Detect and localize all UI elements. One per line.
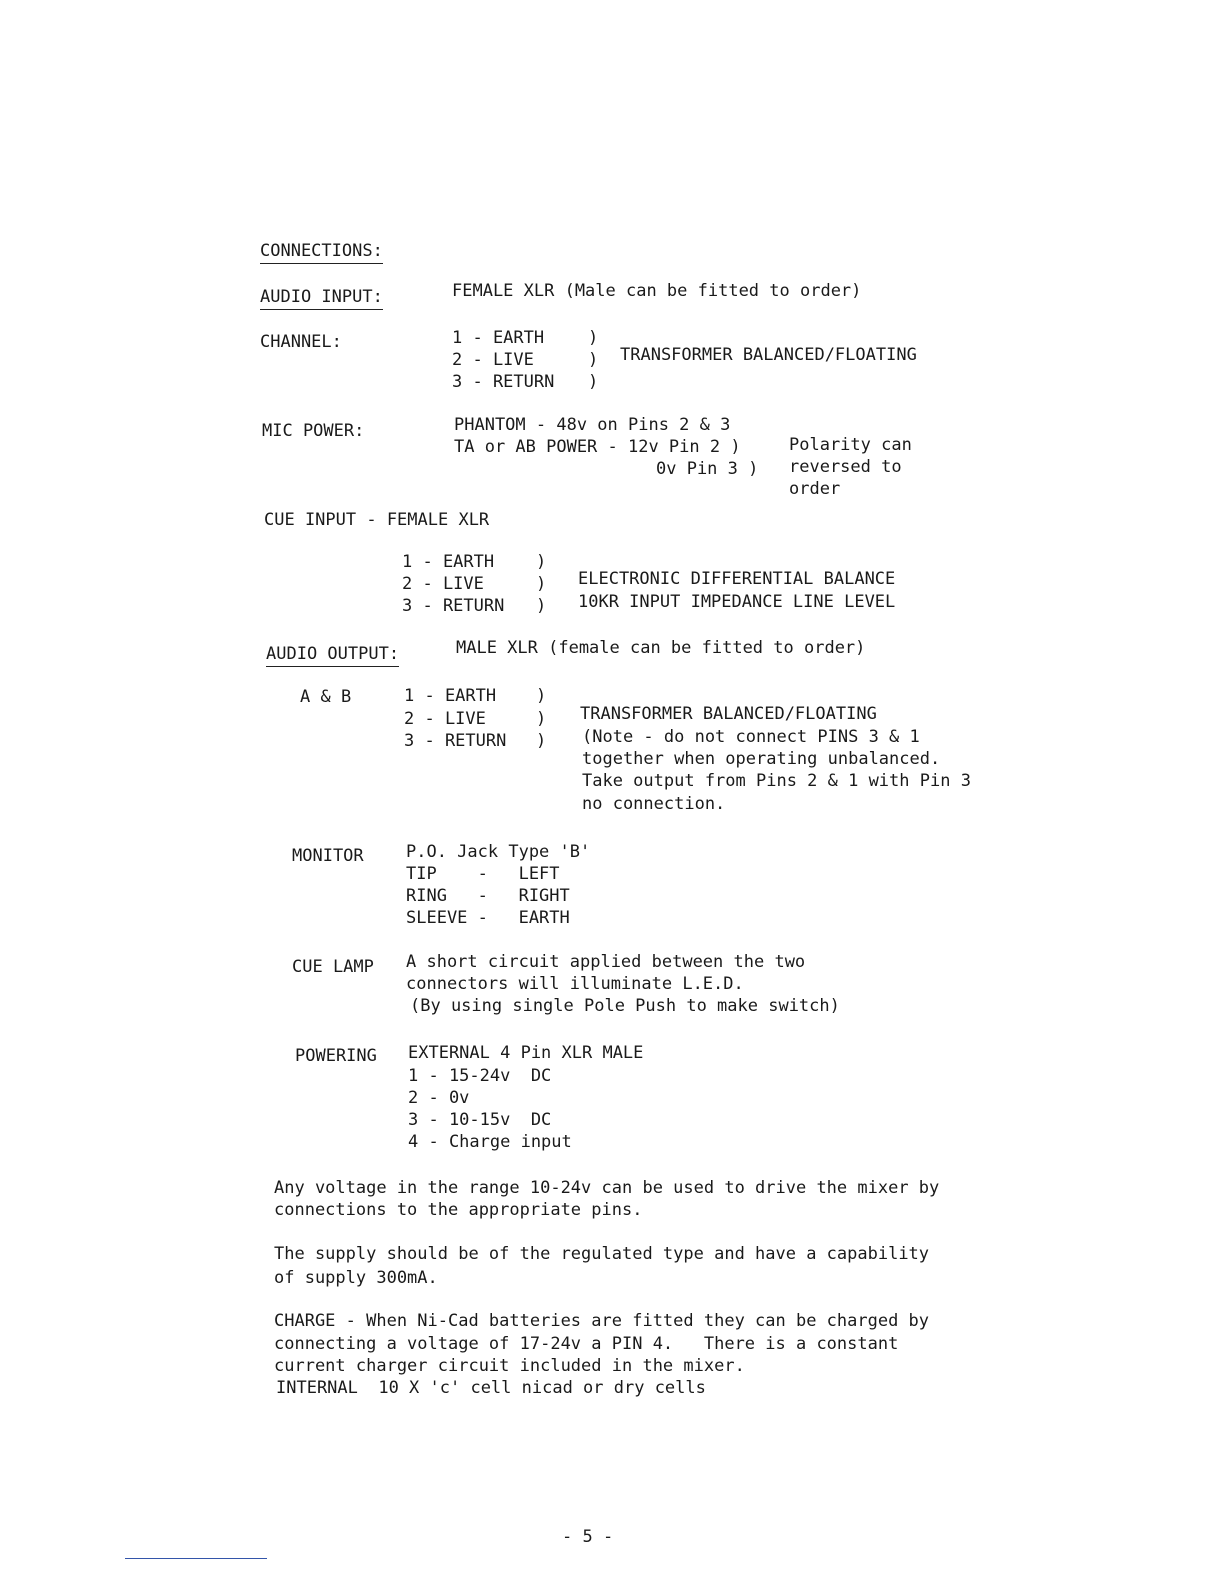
monitor-line-1: P.O. Jack Type 'B' xyxy=(406,842,591,862)
powering-line-3: 2 - 0v xyxy=(408,1088,470,1108)
cue-lamp-line-3: (By using single Pole Push to make switch) xyxy=(410,996,840,1016)
audio-output-pin-3: 3 - RETURN xyxy=(404,731,507,751)
cue-input-pin-3: 3 - RETURN xyxy=(402,596,505,616)
audio-output-value: MALE XLR (female can be fitted to order) xyxy=(456,638,866,658)
cue-input-bracket-3: ) xyxy=(536,596,547,616)
mic-power-line-1: PHANTOM - 48v on Pins 2 & 3 xyxy=(454,415,731,435)
supply-paragraph-line-2: of supply 300mA. xyxy=(274,1268,438,1288)
channel-pin-2: 2 - LIVE xyxy=(452,350,534,370)
audio-output-pin-2: 2 - LIVE xyxy=(404,709,486,729)
cue-input-bracket-1: ) xyxy=(536,552,547,572)
monitor-label: MONITOR xyxy=(292,846,364,866)
audio-input-label: AUDIO INPUT: xyxy=(260,286,383,310)
audio-output-bracket-3: ) xyxy=(536,731,547,751)
channel-bracket-2: ) xyxy=(588,350,599,370)
mic-power-note-1: Polarity can xyxy=(789,435,912,455)
voltage-paragraph-line-2: connections to the appropriate pins. xyxy=(274,1200,643,1220)
audio-output-pin-1: 1 - EARTH xyxy=(404,686,497,706)
cue-input-bracket-2: ) xyxy=(536,574,547,594)
audio-output-bracket-2: ) xyxy=(536,709,547,729)
voltage-paragraph-line-1: Any voltage in the range 10-24v can be used to drive the mixer by xyxy=(274,1178,940,1198)
audio-output-bracket-1: ) xyxy=(536,686,547,706)
mic-power-label: MIC POWER: xyxy=(262,421,365,441)
cue-input-pin-1: 1 - EARTH xyxy=(402,552,495,572)
audio-output-note-4: Take output from Pins 2 & 1 with Pin 3 xyxy=(582,771,971,791)
cue-lamp-line-1: A short circuit applied between the two xyxy=(406,952,806,972)
mic-power-line-3: 0v Pin 3 ) xyxy=(656,459,759,479)
footer-rule xyxy=(125,1558,267,1559)
powering-label: POWERING xyxy=(295,1046,377,1066)
monitor-line-4: SLEEVE - EARTH xyxy=(406,908,570,928)
channel-pin-1: 1 - EARTH xyxy=(452,328,545,348)
audio-output-note-5: no connection. xyxy=(582,794,726,814)
channel-bracket-1: ) xyxy=(588,328,599,348)
cue-lamp-line-2: connectors will illuminate L.E.D. xyxy=(406,974,744,994)
mic-power-note-3: order xyxy=(789,479,841,499)
mic-power-note-2: reversed to xyxy=(789,457,902,477)
charge-paragraph-line-3: current charger circuit included in the mixer. xyxy=(274,1356,745,1376)
audio-input-value: FEMALE XLR (Male can be fitted to order) xyxy=(452,281,862,301)
channel-label: CHANNEL: xyxy=(260,332,342,352)
audio-output-label: AUDIO OUTPUT: xyxy=(266,643,399,667)
monitor-line-3: RING - RIGHT xyxy=(406,886,570,906)
supply-paragraph-line-1: The supply should be of the regulated type and have a capability xyxy=(274,1244,930,1264)
audio-output-note-1: TRANSFORMER BALANCED/FLOATING xyxy=(580,704,877,724)
channel-pin-3: 3 - RETURN xyxy=(452,372,555,392)
powering-line-5: 4 - Charge input xyxy=(408,1132,572,1152)
cue-input-pin-2: 2 - LIVE xyxy=(402,574,484,594)
monitor-line-2: TIP - LEFT xyxy=(406,864,560,884)
powering-line-4: 3 - 10-15v DC xyxy=(408,1110,552,1130)
mic-power-line-2: TA or AB POWER - 12v Pin 2 ) xyxy=(454,437,741,457)
audio-output-note-2: (Note - do not connect PINS 3 & 1 xyxy=(582,727,920,747)
cue-input-note-1: ELECTRONIC DIFFERENTIAL BALANCE xyxy=(578,569,896,589)
charge-paragraph-line-4: INTERNAL 10 X 'c' cell nicad or dry cells xyxy=(276,1378,706,1398)
cue-lamp-label: CUE LAMP xyxy=(292,957,374,977)
channel-bracket-3: ) xyxy=(588,372,599,392)
charge-paragraph-line-2: connecting a voltage of 17-24v a PIN 4. There is a constant xyxy=(274,1334,899,1354)
powering-line-2: 1 - 15-24v DC xyxy=(408,1066,552,1086)
audio-output-sub-label: A & B xyxy=(300,687,352,707)
page-number: - 5 - xyxy=(562,1527,614,1547)
audio-output-note-3: together when operating unbalanced. xyxy=(582,749,941,769)
page-title: CONNECTIONS: xyxy=(260,240,383,264)
powering-line-1: EXTERNAL 4 Pin XLR MALE xyxy=(408,1043,644,1063)
cue-input-note-2: 10KR INPUT IMPEDANCE LINE LEVEL xyxy=(578,592,896,612)
charge-paragraph-line-1: CHARGE - When Ni-Cad batteries are fitted they can be charged by xyxy=(274,1311,930,1331)
cue-input-label: CUE INPUT - FEMALE XLR xyxy=(264,510,490,530)
channel-note: TRANSFORMER BALANCED/FLOATING xyxy=(620,345,917,365)
